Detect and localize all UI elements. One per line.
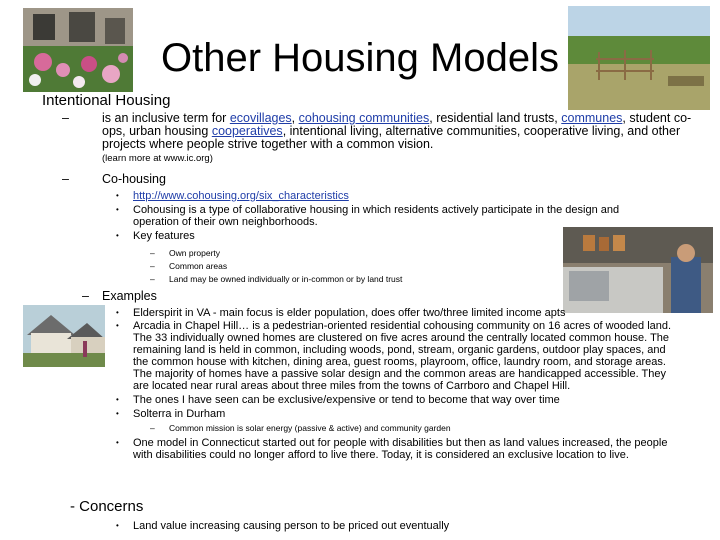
list-item: – Common mission is solar energy (passive & active) and community garden bbox=[150, 423, 451, 433]
cohousing-characteristics-link[interactable]: http://www.cohousing.org/six_characteristics bbox=[133, 190, 349, 202]
cohousing-homes-photo bbox=[23, 305, 105, 367]
section-heading: Intentional Housing bbox=[42, 92, 171, 109]
definition-note: (learn more at www.ic.org) bbox=[102, 153, 213, 164]
concerns-heading: - Concerns bbox=[70, 498, 144, 515]
dash-marker: – bbox=[62, 111, 69, 125]
definition-item bbox=[62, 112, 692, 164]
slide-title: Other Housing Models bbox=[161, 36, 559, 80]
concerns-list bbox=[116, 520, 676, 532]
list-item: • One model in Connecticut started out for people with disabilities but then as land values increased, the people with disabilities could no longer afford to live there. Today, it is considered an exclusive location to live. bbox=[116, 437, 668, 461]
list-item: – Common areas bbox=[150, 261, 228, 271]
communes-link[interactable]: communes bbox=[561, 111, 623, 125]
list-item: • http://www.cohousing.org/six_characteristics bbox=[116, 190, 349, 202]
list-item: – Land may be owned individually or in-common or by land trust bbox=[150, 274, 403, 284]
list-item: – Own property bbox=[150, 248, 221, 258]
ecovillages-link[interactable]: ecovillages bbox=[229, 111, 292, 125]
cohousing-list bbox=[116, 190, 666, 242]
list-item: • Solterra in Durham bbox=[116, 408, 226, 420]
cohousing-communities-link[interactable]: cohousing communities bbox=[298, 111, 430, 125]
cooperatives-link[interactable]: cooperatives bbox=[211, 124, 283, 138]
examples-list bbox=[116, 307, 682, 461]
list-item: • The ones I have seen can be exclusive/expensive or tend to become that way over time bbox=[116, 394, 560, 406]
examples-heading: – Examples bbox=[82, 289, 157, 303]
list-item: • Arcadia in Chapel Hill… is a pedestrian-oriented residential cohousing community on 16 acres of wooded land. The 33 individually owned homes are clustered on five acres around the centrally located common house. The remaining land is held in common, including woods, pond, stream, organic gardens, outdoor play spaces, and the common house with kitchen, dining area, guest rooms, playroom, office, laundry room, and storage areas. The majority of homes have a passive solar design and the common areas are handicapped accessible. They are located near rural areas about three miles from the towns of Carrboro and Chapel Hill. bbox=[116, 320, 672, 392]
list-item: • Key features bbox=[116, 230, 195, 242]
cohousing-heading: – Co-housing bbox=[62, 172, 166, 186]
definition-text: is an inclusive term for ecovillages, cohousing communities, residential land trusts, communes, student co-ops, urban housing cooperatives, intentional living, alternative communities, cooperative living, and other projects where people strive together with a common vision. bbox=[102, 111, 692, 151]
list-item: • Land value increasing causing person to be priced out eventually bbox=[116, 520, 450, 532]
list-item: • Elderspirit in VA - main focus is elder population, does offer two/three limited income apts bbox=[116, 307, 566, 319]
house-garden-photo bbox=[23, 8, 133, 92]
list-item: • Cohousing is a type of collaborative housing in which residents actively participate in the design and operation of their own neighborhoods. bbox=[116, 204, 620, 228]
key-features-list bbox=[150, 248, 550, 284]
